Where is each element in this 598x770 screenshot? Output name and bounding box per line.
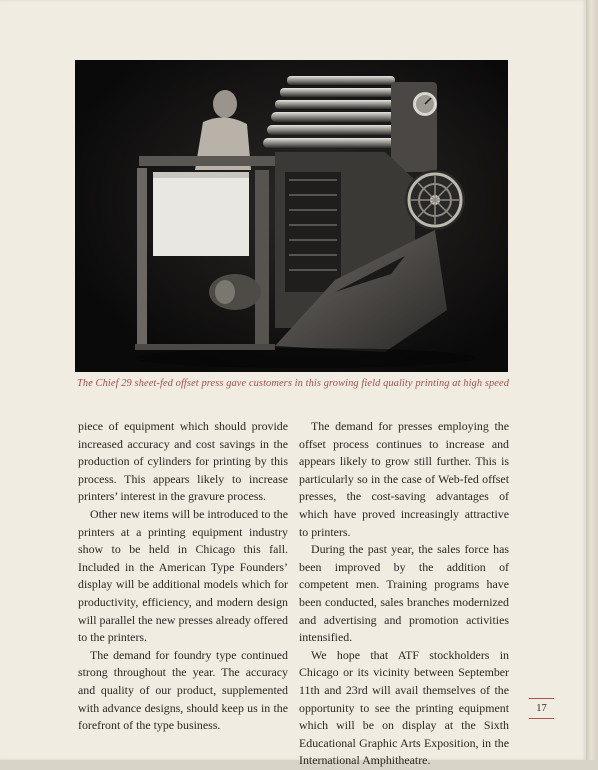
folio-rule-top bbox=[529, 698, 554, 699]
text-column-left bbox=[78, 418, 288, 735]
page-number: 17 bbox=[536, 703, 547, 714]
paragraph: During the past year, the sales force has been improved by the addition of competent men. Training programs have been conducted, sales branches modernized and advertising and promotion activities intensified. bbox=[299, 542, 509, 645]
paragraph: piece of equipment which should provide increased accuracy and cost savings in the production of cylinders for printing by this process. This appears likely to increase printers’ interest in the gravure process. bbox=[78, 419, 288, 504]
paragraph: We hope that ATF stockholders in Chicago or its vicinity between September 11th and 23rd will avail themselves of the opportunity to see the printing equipment which will be on display at the Sixth Educational Graphic Arts Exposition, in the International Amphitheatre. bbox=[299, 647, 509, 768]
photo-caption: The Chief 29 sheet-fed offset press gave customers in this growing field quality printing at high speed bbox=[76, 378, 510, 389]
paragraph: Other new items will be introduced to the printers at a printing equipment industry show to be held in Chicago this fall. Included in the American Type Founders’ display will be additional models which for productivity, efficiency, and modern design will parallel the new presses already offered to the printers. bbox=[78, 506, 288, 645]
page-edge bbox=[586, 0, 598, 760]
folio-rule-bottom bbox=[529, 718, 554, 719]
paragraph: The demand for presses employing the offset process continues to increase and appears likely to grow still further. This is particularly so in the case of Web-fed offset presses, the cost-saving advantages of which have proved increasingly attractive to printers. bbox=[299, 419, 509, 539]
press-photograph bbox=[75, 60, 508, 372]
printing-press-illustration bbox=[75, 60, 508, 372]
paragraph: The demand for foundry type continued strong throughout the year. The accuracy and quality of our product, supplemented with advance designs, should keep us in the forefront of the type business. bbox=[78, 647, 288, 733]
text-column-right bbox=[299, 418, 509, 770]
